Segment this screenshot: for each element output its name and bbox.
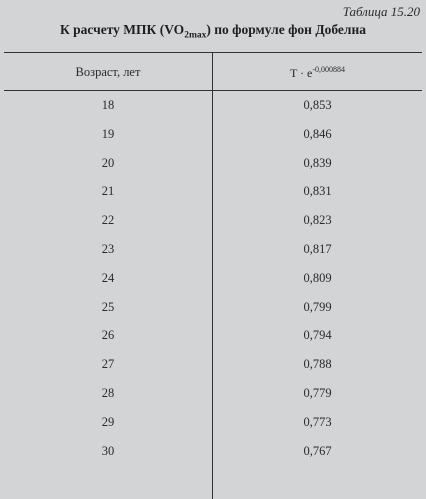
table-row bbox=[4, 352, 422, 380]
header-coefficient-exponent: -0,000884 bbox=[312, 65, 346, 74]
coefficient-cell: 0,846 bbox=[303, 126, 332, 141]
coefficient-cell: 0,823 bbox=[303, 213, 332, 228]
table-row bbox=[4, 122, 422, 150]
table-row bbox=[4, 295, 422, 323]
title-text-start: К расчету МПК (VO bbox=[59, 22, 185, 37]
table-row bbox=[4, 179, 422, 207]
age-cell: 27 bbox=[101, 357, 115, 372]
header-divider bbox=[4, 90, 422, 91]
coefficient-cell: 0,779 bbox=[303, 386, 332, 400]
age-cell: 21 bbox=[101, 184, 115, 199]
coefficient-cell: 0,853 bbox=[303, 98, 332, 112]
table-row bbox=[4, 151, 422, 179]
coefficient-cell: 0,817 bbox=[303, 242, 332, 256]
age-cell: 24 bbox=[101, 270, 115, 285]
age-cell: 28 bbox=[101, 386, 115, 400]
coefficient-cell: 0,799 bbox=[303, 299, 332, 314]
age-cell: 23 bbox=[101, 242, 115, 256]
coefficient-cell: 0,831 bbox=[303, 184, 332, 199]
table-row bbox=[4, 381, 422, 409]
age-cell: 25 bbox=[101, 299, 115, 314]
data-table bbox=[4, 52, 422, 499]
table-row bbox=[4, 237, 422, 265]
coefficient-cell: 0,794 bbox=[303, 328, 332, 343]
table-title bbox=[0, 22, 426, 41]
coefficient-cell: 0,767 bbox=[303, 443, 332, 458]
header-coefficient-base: T · e bbox=[289, 66, 313, 80]
table-row bbox=[4, 93, 422, 121]
age-cell: 18 bbox=[101, 98, 115, 112]
age-cell: 22 bbox=[101, 213, 115, 228]
coefficient-cell: 0,809 bbox=[303, 270, 332, 285]
coefficient-cell: 0,839 bbox=[303, 155, 332, 170]
title-subscript: 2max bbox=[184, 30, 207, 41]
title-text-end: ) по формуле фон Добелна bbox=[206, 22, 367, 37]
table-row bbox=[4, 410, 422, 438]
table-number-label: Таблица 15.20 bbox=[342, 4, 420, 19]
table-row bbox=[4, 323, 422, 351]
header-coefficient bbox=[213, 65, 422, 81]
age-cell: 29 bbox=[101, 414, 115, 429]
coefficient-cell: 0,773 bbox=[303, 414, 332, 429]
table-row bbox=[4, 208, 422, 236]
table-row bbox=[4, 439, 422, 467]
age-cell: 19 bbox=[101, 126, 115, 141]
age-cell: 20 bbox=[101, 155, 115, 170]
header-age: Возраст, лет bbox=[75, 65, 141, 79]
coefficient-cell: 0,788 bbox=[303, 357, 332, 372]
age-cell: 26 bbox=[101, 328, 115, 343]
table-row bbox=[4, 266, 422, 294]
age-cell: 30 bbox=[101, 443, 115, 458]
